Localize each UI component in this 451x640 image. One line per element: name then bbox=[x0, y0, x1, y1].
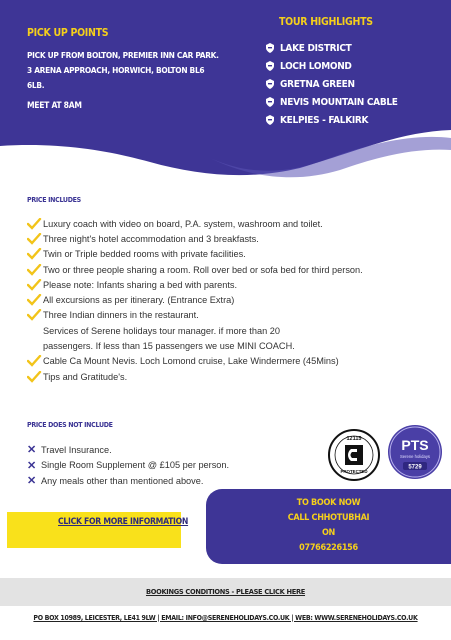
x-icon: ✕ bbox=[27, 475, 37, 488]
price-excludes-list bbox=[27, 442, 229, 489]
include-text: All excursions as per itinerary. (Entrance Extra) bbox=[43, 295, 235, 306]
include-text: Twin or Triple bedded rooms with private facilities. bbox=[43, 249, 246, 260]
tour-item-label: GRETNA GREEN bbox=[280, 78, 355, 90]
pts-number: 5729 bbox=[408, 464, 422, 471]
tour-item-label: KELPIES - FALKIRK bbox=[280, 114, 369, 126]
shield-bullet-icon bbox=[266, 115, 274, 125]
check-icon bbox=[27, 264, 43, 276]
pickup-address: PICK UP FROM BOLTON, PREMIER INN CAR PARK. 3 ARENA APPROACH, HORWICH, BOLTON BL6 6LB. bbox=[27, 50, 219, 90]
list-item bbox=[266, 57, 398, 75]
list-item bbox=[27, 442, 229, 458]
list-item bbox=[27, 369, 437, 384]
check-icon bbox=[27, 218, 43, 230]
book-line: TO BOOK NOW bbox=[296, 498, 361, 508]
list-item bbox=[27, 354, 437, 369]
check-icon bbox=[27, 294, 43, 306]
shield-bullet-icon bbox=[266, 43, 274, 53]
more-info-link[interactable]: CLICK FOR MORE INFORMATION bbox=[58, 517, 189, 527]
list-item bbox=[27, 458, 229, 474]
list-item bbox=[27, 292, 437, 307]
check-icon bbox=[27, 309, 43, 321]
price-excludes-title: PRICE DOES NOT INCLUDE bbox=[27, 421, 113, 429]
booking-conditions-link[interactable]: BOOKINGS CONDITIONS - PLEASE CLICK HERE bbox=[145, 587, 306, 596]
list-item bbox=[266, 39, 398, 57]
check-icon bbox=[27, 248, 43, 260]
pts-badge bbox=[387, 424, 443, 480]
shield-bullet-icon bbox=[266, 61, 274, 71]
tour-item-label: LAKE DISTRICT bbox=[280, 42, 352, 54]
book-line: CALL CHHOTUBHAI bbox=[287, 513, 370, 523]
book-line: ON bbox=[321, 528, 336, 538]
list-item bbox=[27, 323, 437, 338]
pts-name: PTS bbox=[401, 437, 429, 453]
footer-contact[interactable]: PO BOX 10989, LEICESTER, LE41 9LW | EMAIL: INFO@SERENEHOLIDAYS.CO.UK | WEB: WWW.SERENEHOLIDAYS.CO.UK bbox=[33, 614, 418, 622]
check-icon bbox=[27, 355, 43, 367]
abta-protected-badge bbox=[327, 428, 381, 482]
include-text: Cable Ca Mount Nevis. Loch Lomond cruise, Lake Windermere (45Mins) bbox=[43, 356, 339, 367]
list-item bbox=[27, 231, 437, 246]
exclude-text: Any meals other than mentioned above. bbox=[41, 475, 204, 486]
tour-highlights-title: TOUR HIGHLIGHTS bbox=[279, 16, 373, 28]
list-item bbox=[266, 111, 398, 129]
check-icon bbox=[27, 233, 43, 245]
include-text: Tips and Gratitude's. bbox=[43, 371, 128, 382]
list-item bbox=[27, 216, 437, 231]
x-icon: ✕ bbox=[27, 444, 37, 457]
exclude-text: Single Room Supplement @ £105 per person. bbox=[41, 460, 230, 471]
list-item bbox=[27, 247, 437, 262]
list-item bbox=[27, 262, 437, 277]
tour-highlights-list bbox=[266, 39, 398, 129]
abta-number: 12115 bbox=[346, 436, 362, 442]
list-item bbox=[266, 75, 398, 93]
include-text: Three night's hotel accommodation and 3 breakfasts. bbox=[43, 233, 259, 244]
list-item bbox=[27, 308, 437, 323]
pickup-title: PICK UP POINTS bbox=[27, 27, 109, 39]
list-item bbox=[27, 277, 437, 292]
include-text: Please note: Infants sharing a bed with parents. bbox=[43, 279, 238, 290]
check-icon bbox=[27, 371, 43, 383]
include-text: Three Indian dinners in the restaurant. bbox=[43, 310, 199, 321]
phone-number[interactable]: 07766226156 bbox=[299, 543, 358, 553]
x-icon: ✕ bbox=[27, 459, 37, 472]
include-text: Services of Serene holidays tour manager. if more than 20 bbox=[43, 325, 280, 336]
include-text: Luxury coach with video on board, P.A. system, washroom and toilet. bbox=[43, 218, 323, 229]
pts-sub: Serene holidays bbox=[399, 454, 431, 459]
shield-bullet-icon bbox=[266, 79, 274, 89]
tour-item-label: LOCH LOMOND bbox=[280, 60, 352, 72]
list-item bbox=[266, 93, 398, 111]
meet-time: MEET AT 8AM bbox=[27, 101, 82, 111]
list-item bbox=[27, 338, 437, 353]
include-text: passengers. If less than 15 passengers we use MINI COACH. bbox=[43, 341, 295, 352]
exclude-text: Travel Insurance. bbox=[41, 444, 112, 455]
price-includes-list bbox=[27, 216, 437, 384]
include-text: Two or three people sharing a room. Roll over bed or sofa bed for third person. bbox=[43, 264, 363, 275]
abta-label: PROTECTED bbox=[340, 469, 368, 474]
tour-item-label: NEVIS MOUNTAIN CABLE bbox=[280, 96, 398, 108]
price-includes-title: PRICE INCLUDES bbox=[27, 196, 81, 204]
check-icon bbox=[27, 279, 43, 291]
shield-bullet-icon bbox=[266, 97, 274, 107]
list-item bbox=[27, 473, 229, 489]
booking-contact-box bbox=[206, 489, 451, 564]
